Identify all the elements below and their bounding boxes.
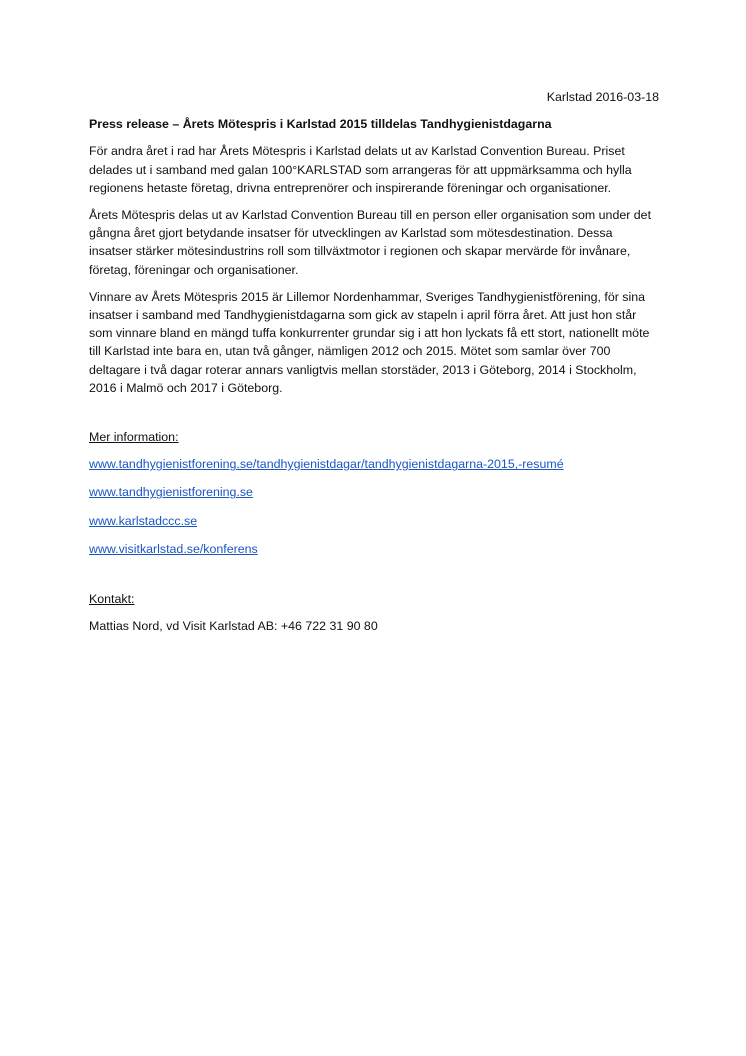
- paragraph-intro: För andra året i rad har Årets Mötespris i Karlstad delats ut av Karlstad Convention Bureau. Priset delades ut i samband med galan 100°KARLSTAD som arrangeras för att uppmärksamma och hylla regionens hetaste företag, drivna entreprenörer och inspirerande föreningar och organisationer.: [89, 144, 632, 195]
- link-tandhygienistforening[interactable]: www.tandhygienistforening.se: [89, 485, 253, 500]
- paragraph-award-description: Årets Mötespris delas ut av Karlstad Convention Bureau till en person eller organisation som under det gångna året gjort betydande insatser för utvecklingen av Karlstad som mötesdestination. Dessa insatser stärker mötesindustrins roll som tillväxtmotor i regionen och skapar mervärde för invånare, företag, föreningar och organisationer.: [89, 208, 652, 277]
- section-spacer: [89, 406, 659, 428]
- contact-line: Mattias Nord, vd Visit Karlstad AB: +46 722 31 90 80: [89, 619, 378, 634]
- link-tandhygienistdagarna-resume[interactable]: www.tandhygienistforening.se/tandhygienistdagar/tandhygienistdagarna-2015,-resumé: [89, 457, 564, 472]
- section-spacer: [89, 568, 659, 590]
- link-karlstadccc[interactable]: www.karlstadccc.se: [89, 513, 198, 528]
- paragraph-winner: Vinnare av Årets Mötespris 2015 är Lillemor Nordenhammar, Sveriges Tandhygienistförening, för sina insatser i samband med Tandhygienistdagarna som gick av stapeln i april förra året. Att just hon står som vinnare bland en mängd tuffa konkurrenter grundar sig i att hon lyckats få ett stort, nationellt möte till Karlstad inte bara en, utan två gånger, nämligen 2012 och 2015. Mötet som samlar över 700 deltagare i två dagar roterar annars vanligtvis mellan storstäder, 2013 i Göteborg, 2014 i Stockholm, 2016 i Malmö och 2017 i Göteborg.: [89, 289, 650, 395]
- contact-heading: Kontakt:: [89, 592, 135, 607]
- press-release-title: Press release – Årets Mötespris i Karlstad 2015 tilldelas Tandhygienistdagarna: [89, 117, 552, 132]
- date-line: Karlstad 2016-03-18: [546, 90, 659, 104]
- press-release-body: [89, 88, 659, 635]
- link-visitkarlstad-konferens[interactable]: www.visitkarlstad.se/konferens: [89, 541, 258, 556]
- more-info-heading: Mer information:: [89, 430, 179, 445]
